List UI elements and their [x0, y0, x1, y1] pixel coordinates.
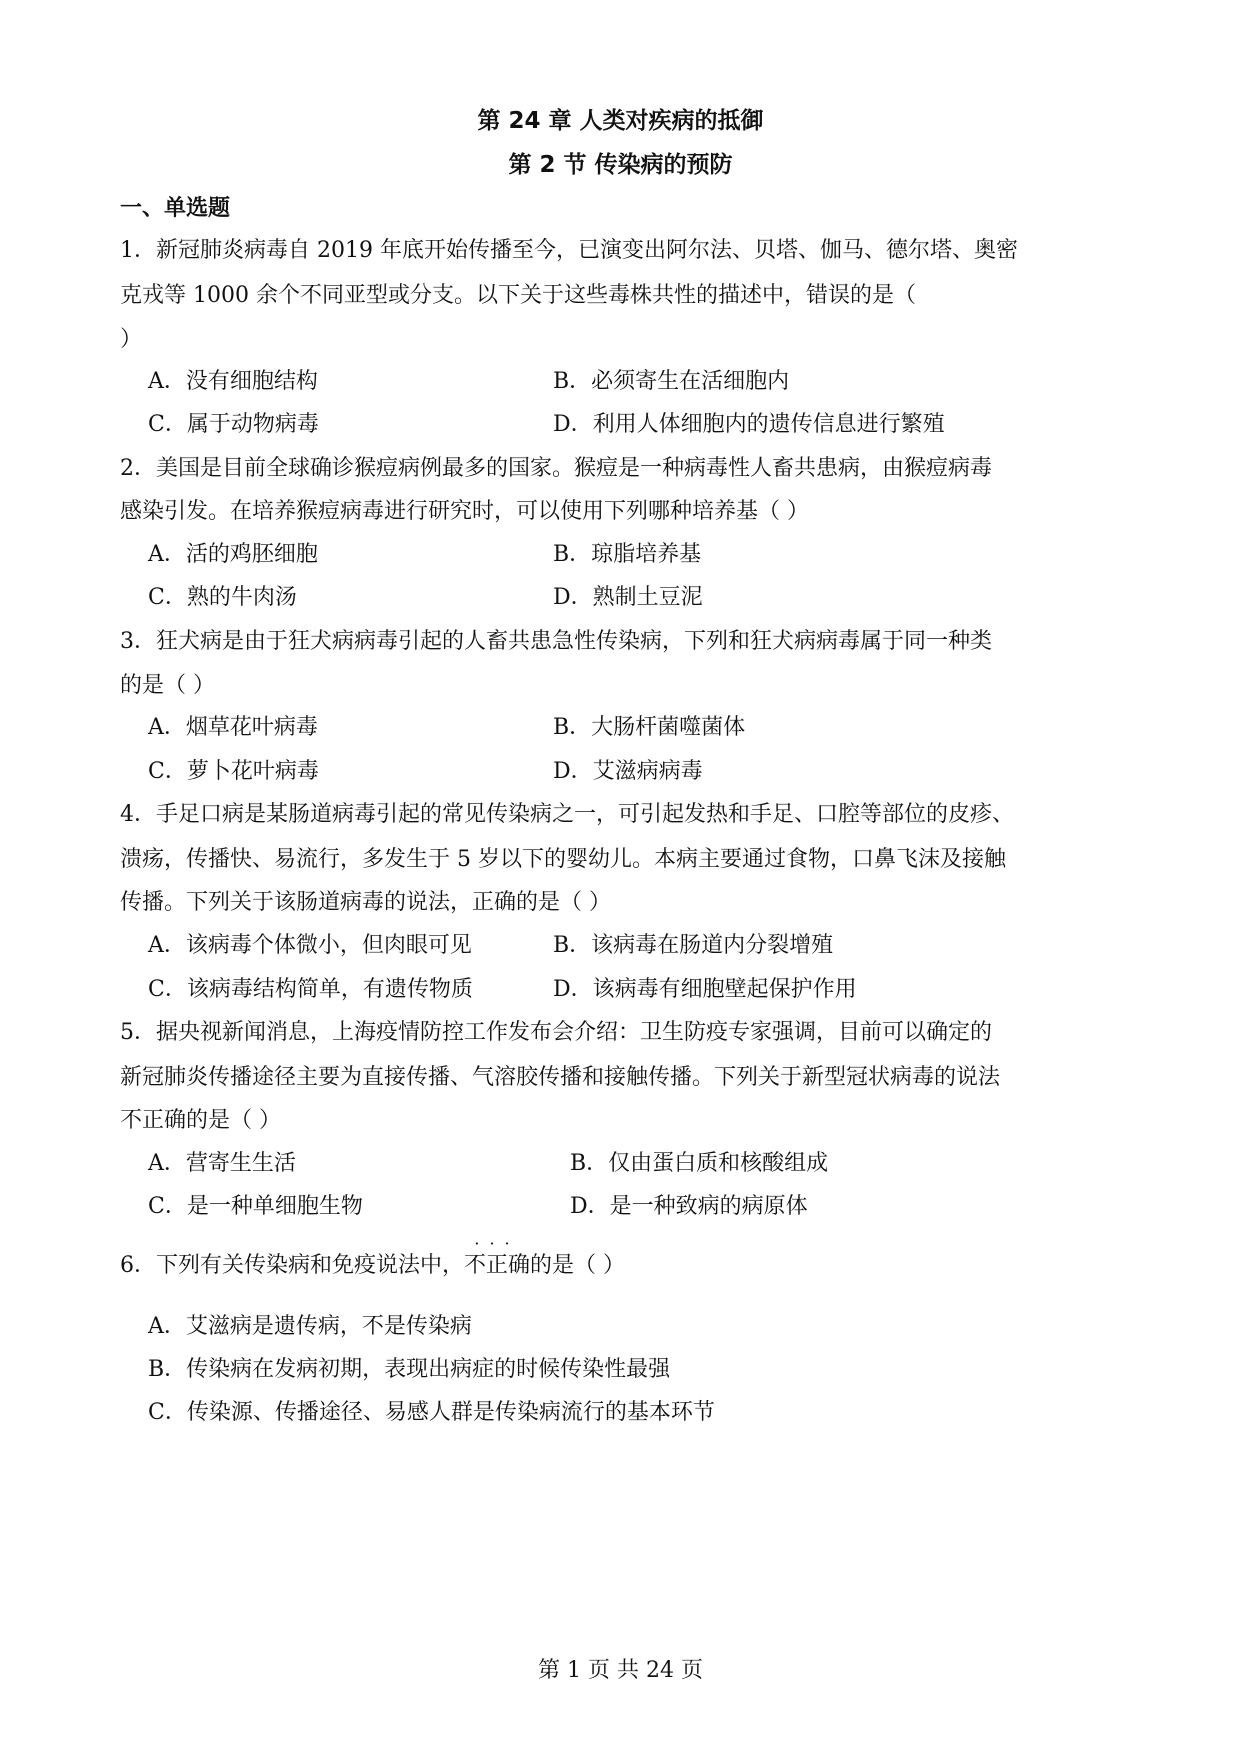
option-a: A．活的鸡胚细胞 [148, 542, 318, 567]
question-text-line: 1．新冠肺炎病毒自 2019 年底开始传播至今，已演变出阿尔法、贝塔、伽马、德尔塔、奥密 [120, 238, 1018, 263]
question-text-line: 5．据央视新闻消息，上海疫情防控工作发布会介绍：卫生防疫专家强调，目前可以确定的 [120, 1020, 993, 1045]
option-b: B．该病毒在肠道内分裂增殖 [553, 933, 834, 958]
option-c: C．传染源、传播途径、易感人群是传染病流行的基本环节 [148, 1400, 715, 1425]
option-d: D．熟制土豆泥 [553, 585, 703, 610]
option-d: D．利用人体细胞内的遗传信息进行繁殖 [553, 412, 945, 437]
option-c: C．熟的牛肉汤 [148, 585, 297, 610]
option-b: B．大肠杆菌噬菌体 [553, 715, 746, 740]
option-c: C．该病毒结构简单，有遗传物质 [148, 977, 473, 1002]
question-text-line: 3．狂犬病是由于狂犬病病毒引起的人畜共患急性传染病，下列和狂犬病病毒属于同一种类 [120, 629, 993, 654]
option-a: A．营寄生生活 [148, 1151, 296, 1176]
question-text-line: 4．手足口病是某肠道病毒引起的常见传染病之一，可引起发热和手足、口腔等部位的皮疹、 [120, 802, 1015, 827]
question-text-line: 传播。下列关于该肠道病毒的说法，正确的是（ ） [120, 890, 611, 915]
question-text-prefix: 6．下列有关传染病和免疫说法中， [120, 1253, 464, 1278]
section-heading: 一、单选题 [120, 196, 231, 221]
page-footer: 第 1 页 共 24 页 [538, 1658, 703, 1683]
option-b: B．传染病在发病初期，表现出病症的时候传染性最强 [148, 1357, 671, 1382]
emphasis-dots: ··· [474, 1234, 520, 1253]
question-text-line: 溃疡，传播快、易流行，多发生于 5 岁以下的婴幼儿。本病主要通过食物，口鼻飞沫及接触 [120, 847, 1006, 872]
option-d: D．是一种致病的病原体 [570, 1194, 808, 1219]
option-c: C．是一种单细胞生物 [148, 1194, 363, 1219]
question-text-line: 2．美国是目前全球确诊猴痘病例最多的国家。猴痘是一种病毒性人畜共患病，由猴痘病毒 [120, 456, 993, 481]
option-b: B．仅由蛋白质和核酸组成 [570, 1151, 829, 1176]
question-text-line: 不正确的是（ ） [120, 1108, 281, 1133]
question-text-line: 克戎等 1000 余个不同亚型或分支。以下关于这些毒株共性的描述中，错误的是（ [120, 283, 916, 308]
section-title: 第 2 节 传染病的预防 [508, 152, 733, 178]
question-text-line: 感染引发。在培养猴痘病毒进行研究时，可以使用下列哪种培养基（ ） [120, 499, 809, 524]
option-d: D．该病毒有细胞壁起保护作用 [553, 977, 857, 1002]
option-b: B．琼脂培养基 [553, 542, 702, 567]
option-b: B．必须寄生在活细胞内 [553, 369, 790, 394]
question-text-suffix: 的是（ ） [530, 1253, 626, 1278]
question-text-line: 的是（ ） [120, 673, 215, 698]
option-c: C．属于动物病毒 [148, 412, 319, 437]
option-a: A．烟草花叶病毒 [148, 715, 318, 740]
option-a: A．艾滋病是遗传病，不是传染病 [148, 1314, 472, 1339]
question-text-line [120, 1234, 1120, 1281]
option-c: C．萝卜花叶病毒 [148, 759, 319, 784]
option-a: A．没有细胞结构 [148, 369, 318, 394]
option-a: A．该病毒个体微小，但肉眼可见 [148, 933, 472, 958]
chapter-title: 第 24 章 人类对疾病的抵御 [477, 108, 764, 134]
emphasized-text-label: 不正确 [464, 1253, 531, 1278]
option-d: D．艾滋病病毒 [553, 759, 703, 784]
question-text-line: 新冠肺炎传播途径主要为直接传播、气溶胶传播和接触传播。下列关于新型冠状病毒的说法 [120, 1065, 1001, 1090]
emphasized-text [464, 1234, 531, 1281]
question-text-line: ） [120, 327, 143, 352]
